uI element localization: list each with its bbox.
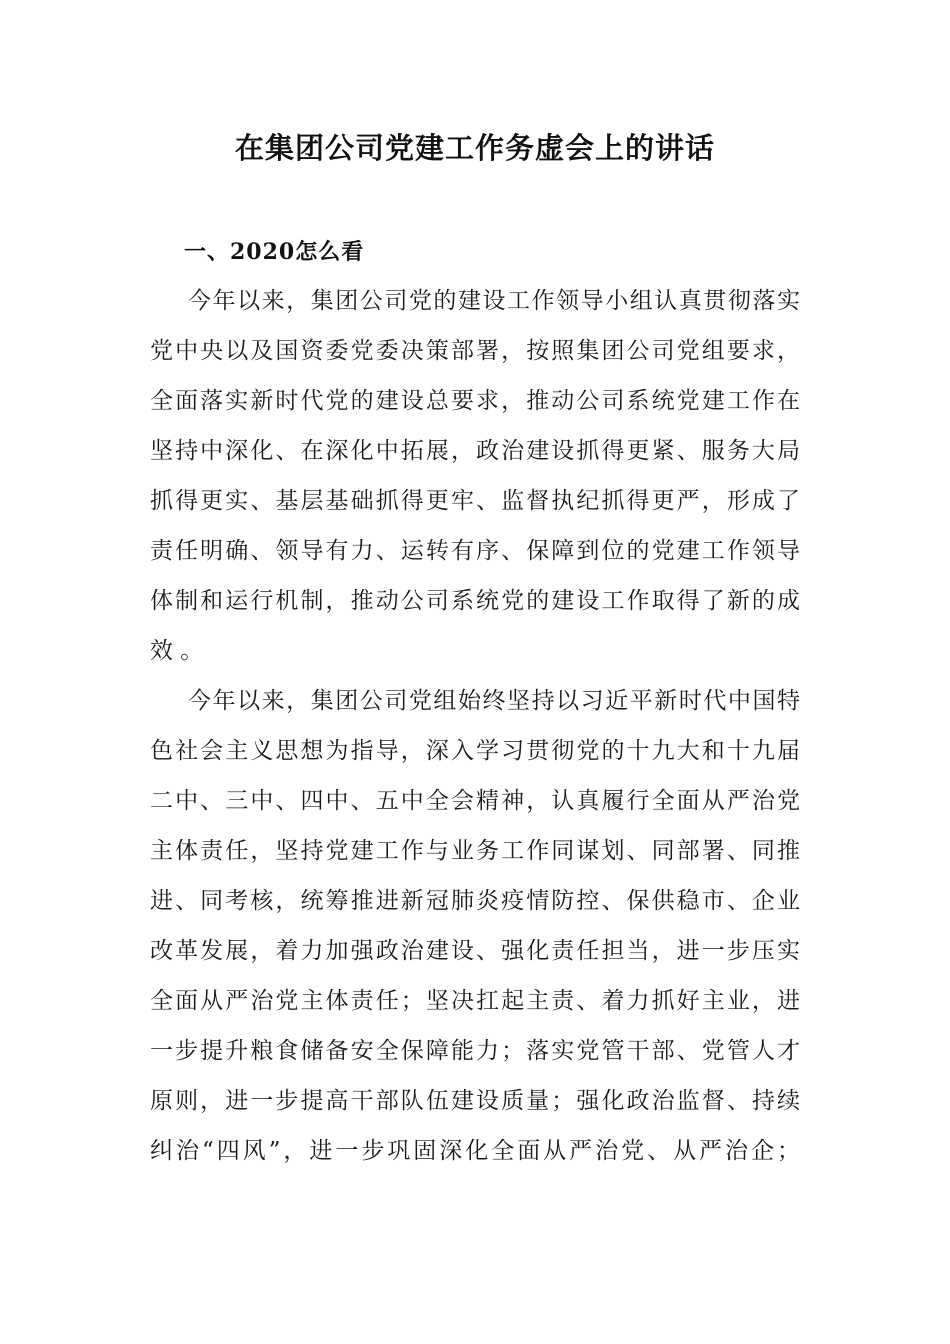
paragraph-line: 抓得更实、基层基础抓得更牢、监督执纪抓得更严，形成了 [150,488,800,514]
section-heading: 一、2020怎么看 [184,239,365,265]
paragraph-line: 体制和运行机制，推动公司系统党的建设工作取得了新的成 [150,588,800,614]
paragraph-line: 坚持中深化、在深化中拓展，政治建设抓得更紧、服务大局 [150,438,800,464]
paragraph-2 [150,676,800,1176]
paragraph-line: 今年以来，集团公司党组始终坚持以习近平新时代中国特 [188,688,800,714]
paragraph-line: 二中、三中、四中、五中全会精神，认真履行全面从严治党 [150,788,800,814]
paragraph-line: 主体责任，坚持党建工作与业务工作同谋划、同部署、同推 [150,838,800,864]
paragraph-line: 一步提升粮食储备安全保障能力；落实党管干部、党管人才 [150,1038,800,1064]
paragraph-line: 色社会主义思想为指导，深入学习贯彻党的十九大和十九届 [150,738,800,764]
document-title: 在集团公司党建工作务虚会上的讲话 [234,131,715,165]
paragraph-line: 效 。 [150,638,204,664]
paragraph-line: 今年以来，集团公司党的建设工作领导小组认真贯彻落实 [188,288,800,314]
paragraph-line: 全面从严治党主体责任；坚决扛起主责、着力抓好主业，进 [150,988,800,1014]
paragraph-line: 改革发展，着力加强政治建设、强化责任担当，进一步压实 [150,938,800,964]
paragraph-line: 纠治“四风”，进一步巩固深化全面从严治党、从严治企； [150,1138,800,1164]
paragraph-line: 党中央以及国资委党委决策部署，按照集团公司党组要求， [150,338,800,364]
paragraph-1 [150,276,800,676]
paragraph-line: 原则，进一步提高干部队伍建设质量；强化政治监督、持续 [150,1088,800,1114]
paragraph-line: 责任明确、领导有力、运转有序、保障到位的党建工作领导 [150,538,800,564]
paragraph-line: 全面落实新时代党的建设总要求，推动公司系统党建工作在 [150,388,800,414]
paragraph-line: 进、同考核，统筹推进新冠肺炎疫情防控、保供稳市、企业 [150,888,800,914]
